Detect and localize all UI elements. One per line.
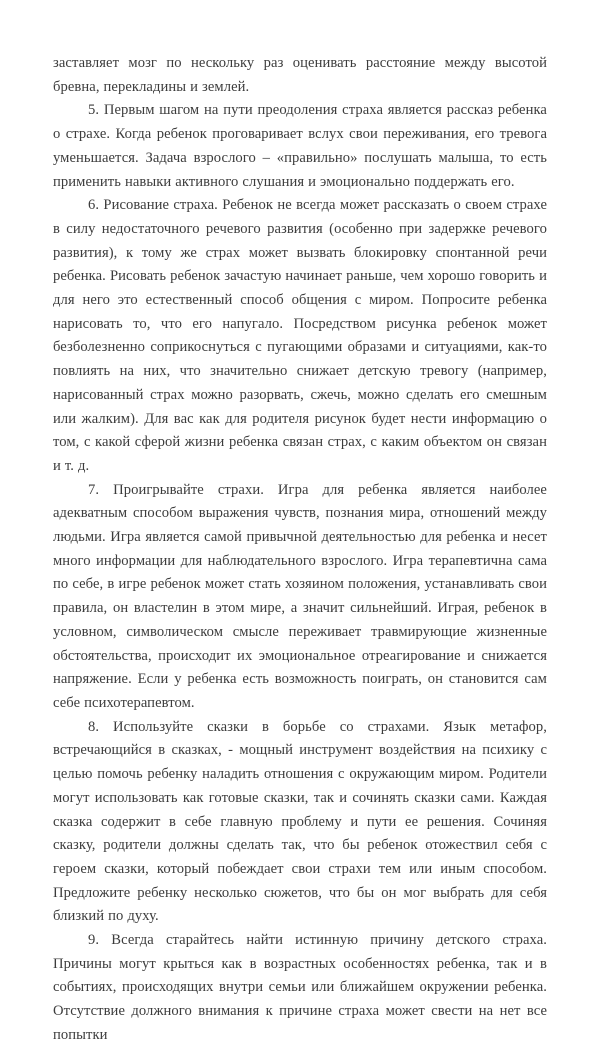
page-text-column	[53, 52, 547, 1048]
paragraph-continuation: заставляет мозг по нескольку раз оценивать расстояние между высотой бревна, перекладины и землей.	[53, 55, 547, 95]
paragraph-item-6: 6. Рисование страха. Ребенок не всегда может рассказать о своем страхе в силу недостаточного речевого развития (особенно при задержке речевого развития), к тому же страх может вызвать блокировку спонтанной речи ребенка. Рисовать ребенок зачастую начинает раньше, чем хорошо говорить и для него это естественный способ общения с миром. Попросите ребенка нарисовать то, что его напугало. Посредством рисунка ребенок может безболезненно соприкоснуться с пугающими образами и ситуациями, как-то повлиять на них, что значительно снижает детскую тревогу (например, нарисованный страх можно разорвать, сжечь, можно сделать его смешным или жалким). Для вас как для родителя рисунок будет нести информацию о том, с какой сферой жизни ребенка связан страх, с каким объектом он связан и т. д.	[53, 197, 547, 474]
paragraph-item-5: 5. Первым шагом на пути преодоления страха является рассказ ребенка о страхе. Когда ребенок проговаривает вслух свои переживания, его тревога уменьшается. Задача взрослого – «правильно» послушать малыша, то есть применить навыки активного слушания и эмоционально поддержать его.	[53, 102, 547, 190]
paragraph-item-7: 7. Проигрывайте страхи. Игра для ребенка является наиболее адекватным способом выражения чувств, познания мира, отношений между людьми. Игра является самой привычной деятельностью для ребенка и несет много информации для наблюдательного взрослого. Игра терапевтична сама по себе, в игре ребенок может стать хозяином положения, устанавливать свои правила, он властелин в этом мире, а значит сильнейший. Играя, ребенок в условном, символическом смысле переживает травмирующие жизненные обстоятельства, происходит их эмоциональное отреагирование и снижается напряжение. Если у ребенка есть возможность поиграть, он становится сам себе психотерапевтом.	[53, 481, 547, 711]
paragraph-item-9: 9. Всегда старайтесь найти истинную причину детского страха. Причины могут крыться как в возрастных особенностях ребенка, так и в событиях, происходящих внутри семьи или ближайшем окружении ребенка. Отсутствие должного внимания к причине страха может свести на нет все попытки	[53, 932, 547, 1043]
paragraph-item-8: 8. Используйте сказки в борьбе со страхами. Язык метафор, встречающийся в сказках, - мощный инструмент воздействия на психику с целью помочь ребенку наладить отношения с окружающим миром. Родители могут использовать как готовые сказки, так и сочинять сказки сами. Каждая сказка содержит в себе главную проблему и пути ее решения. Сочиняя сказку, родители должны сделать так, что бы ребенок отожествил себя с героем сказки, который побеждает свои страхи тем или иным способом. Предложите ребенку несколько сюжетов, что бы он мог выбрать для себя близкий по духу.	[53, 718, 547, 925]
